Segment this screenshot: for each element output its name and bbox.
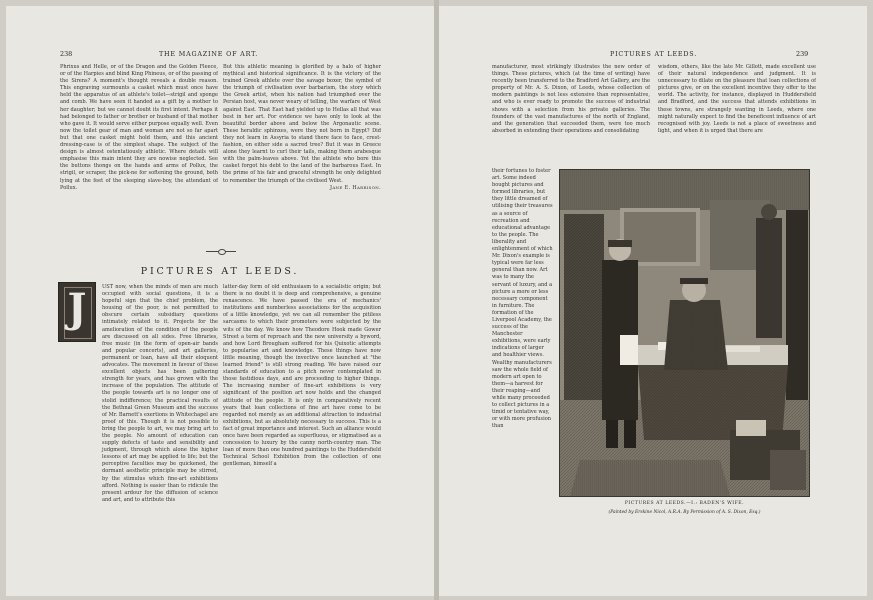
figure-credit: (Painted by Erskine Nicol, A.R.A. By Permission of A. S. Dixon, Esq.)	[608, 510, 761, 515]
author-signature: Jane E. Harrison.	[330, 184, 381, 191]
paragraph: their fortunes to foster art. Some indeed bought pictures and formed libraries, but they little dreamed of utilising their treasures as a source of recreation and educational advantage to the people. The liberality and enlightenment of which Mr. Dixon's example is typical were far less general than now. Art was to many the servant of luxury, and a picture a more or less necessary component in furniture. The formation of the Liverpool Academy, the success of the Manchester exhibitions, were early indications of larger and healthier views. Wealthy manufacturers saw the whole field of modern art open to them—a harvest for their reaping—and while many proceeded to collect pictures in a timid or tentative way, or with more profusion than	[492, 168, 553, 430]
article-column	[60, 64, 218, 244]
running-head: PICTURES AT LEEDS.	[610, 50, 698, 58]
paragraph: latter-day form of old enthusiasm to a socialistic origin; but there is no doubt it is deep and comprehensive, a genuine renascence. We have passed the era of mechanics' institutions and numberless associations for the acquisition of a little knowledge, yet we can all remember the pitiless sarcasms to which their promoters were subjected by the wits of the day. We know how Theodore Hook made Gower Street a term of reproach and the new university a byword, and how Lord Brougham suffered for his Quixotic attempts to popularise art and knowledge. These things have now little meaning, though the invective once launched at "the learned friend" is still strong reading. We have raised our standards of education to a pitch never contemplated in those fastidious days, and are proceeding to higher things. The increasing number of fine-art exhibitions is very significant of the position art now holds and the changed attitude of the people. It is only in comparatively recent years that loan collections of fine art have come to be regarded not merely as an additional attraction to industrial exhibitions, but as absolutely necessary to success. This is a fact of great importance and interest. Such an alliance would once have been regarded as superfluous, or stigmatised as a concession to luxury by the canny north-country man. The loan of more than one hundred paintings to the Huddersfield Technical School Exhibition from the collection of one gentleman, himself a	[223, 284, 381, 468]
article-column	[60, 284, 218, 534]
section-title: PICTURES AT LEEDS.	[140, 266, 300, 277]
paragraph: manufacturer, most strikingly illustrates the new order of things. These pictures, which (at the time of writing) have recently been transferred to the Bradford Art Gallery, are the property of Mr. A. S. Dixon, of Leeds, whose collection of modern paintings is not less extensive than representative, and who is ever ready to promote the success of industrial shows with a selection from his private galleries. The founders of the vast manufactures of the north of England, and the generation that succeeded them, were too much absorbed in extending their operations and consolidating	[492, 64, 650, 134]
page-number: 239	[796, 50, 809, 58]
narrow-text-column	[492, 168, 553, 553]
figure-caption: PICTURES AT LEEDS.—I.: BADEN'S WIFE.	[624, 501, 745, 506]
engraving-illustration	[559, 169, 810, 497]
article-column	[492, 64, 650, 168]
left-page	[6, 6, 434, 596]
paragraph: wisdom, others, like the late Mr. Gillott, made excellent use of their natural independence and judgment. It is unnecessary to dilate on the pleasure that loan collections of pictures give, or on the excellent incentive they offer to the world. The activity, for instance, displayed in Huddersfield and Bradford, and the success that attends exhibitions in these towns, are strangely wanting in Leeds, where one might naturally expect to find the beneficent influence of art recognised with joy. Leeds is not a place of sweetness and light, and when it is urged that there are	[658, 64, 816, 134]
engraving-art	[560, 170, 810, 497]
running-head: THE MAGAZINE OF ART.	[159, 50, 259, 58]
paragraph: UST now, when the minds of men are much occupied with social questions, it is a hopeful sign that the chief problem, the housing of the poor, is not permitted to obscure certain subsidiary questions intimately related to it. Projects for the amelioration of the condition of the people are discussed on all sides. Free libraries, free music (in the form of open-air bands and popular concerts), and art galleries, permanent or loan, have all their eloquent advocates. The movement in favour of these excellent objects has been gathering strength for years, and has grown with the increase of the population. The attitude of the people towards art is no longer one of stolid indifference; the practical results of the Bethnal Green Museum and the success of Mr. Barnett's exertions in Whitechapel are proof of this. Though it is not possible to bring the people to art, we may bring art to the people. No amount of education can supply defects of taste and sensibility and judgment, through which alone the higher lessons of art may be applied to life; but the perceptive faculties may be quickened, the dormant aesthetic principle may be stirred, by the stimulus which fine-art exhibitions afford. Nothing is easier than to ridicule the present ardour for the diffusion of science and art, and to attribute this	[102, 284, 218, 503]
article-column	[223, 64, 381, 244]
drop-cap-letter: J	[67, 285, 87, 332]
page-number: 238	[60, 50, 73, 58]
ornamental-divider	[206, 249, 236, 253]
article-column	[223, 284, 381, 546]
paragraph: Phrixus and Helle, or of the Dragon and the Golden Fleece, or of the Harpies and blind King Phineus, or of the passing of the Sirens? A moment's thought reveals a double reason. This engraving surmounts a casket which must once have held the apparatus of an athlete's toilet—strigil and sponge and comb. We have seen it handed as a gift by a mother to her daughter; but we cannot doubt its first intent. Perhaps it had belonged to father or brother or husband of that mother who gave it. It would serve either purpose equally well. Even now the toilet gear of man and woman are not so far apart but that one casket might hold them, and this ancient dressing-case is of the simplest shape. The subject of the design is almost ostentatiously athletic. Where details will emphasise this main intent they are nowise neglected. See the buttons thongs on the hands and arms of Pollux, the strigil, or scraper, the pick-ne for softening the ground, both lying at the feet of the sleeping slave-boy, the attendant of Pollux.	[60, 64, 218, 191]
article-column	[658, 64, 816, 168]
paragraph: But this athletic meaning is glorified by a halo of higher mythical and historical significance. It is the victory of the trained Greek athlete over the savage boxer, the symbol of the triumph of civilisation over barbarism, the story which the Greek artist, when his nation had triumphed over the Persian host, was never weary of telling, the warfare of West against East. That East had yielded up to Hellas all that was best in her art. For evidence we have only to look at the beautiful border above and below the Argonautic scene. These heraldic sphinxes, were they not born in Egypt? Did they not learn in Assyria to stand there face to face, crest-fashion, on either side a sacred tree? But it was in Greece alone they learnt to curl their tails, making them arabesque with the palm-leaves above. Yet the athlete who bore this casket forgot his debt to the land of the barbarous East. In the prime of his fair and graceful strength he only delighted to remember the triumph of the civilised West.	[223, 64, 381, 184]
